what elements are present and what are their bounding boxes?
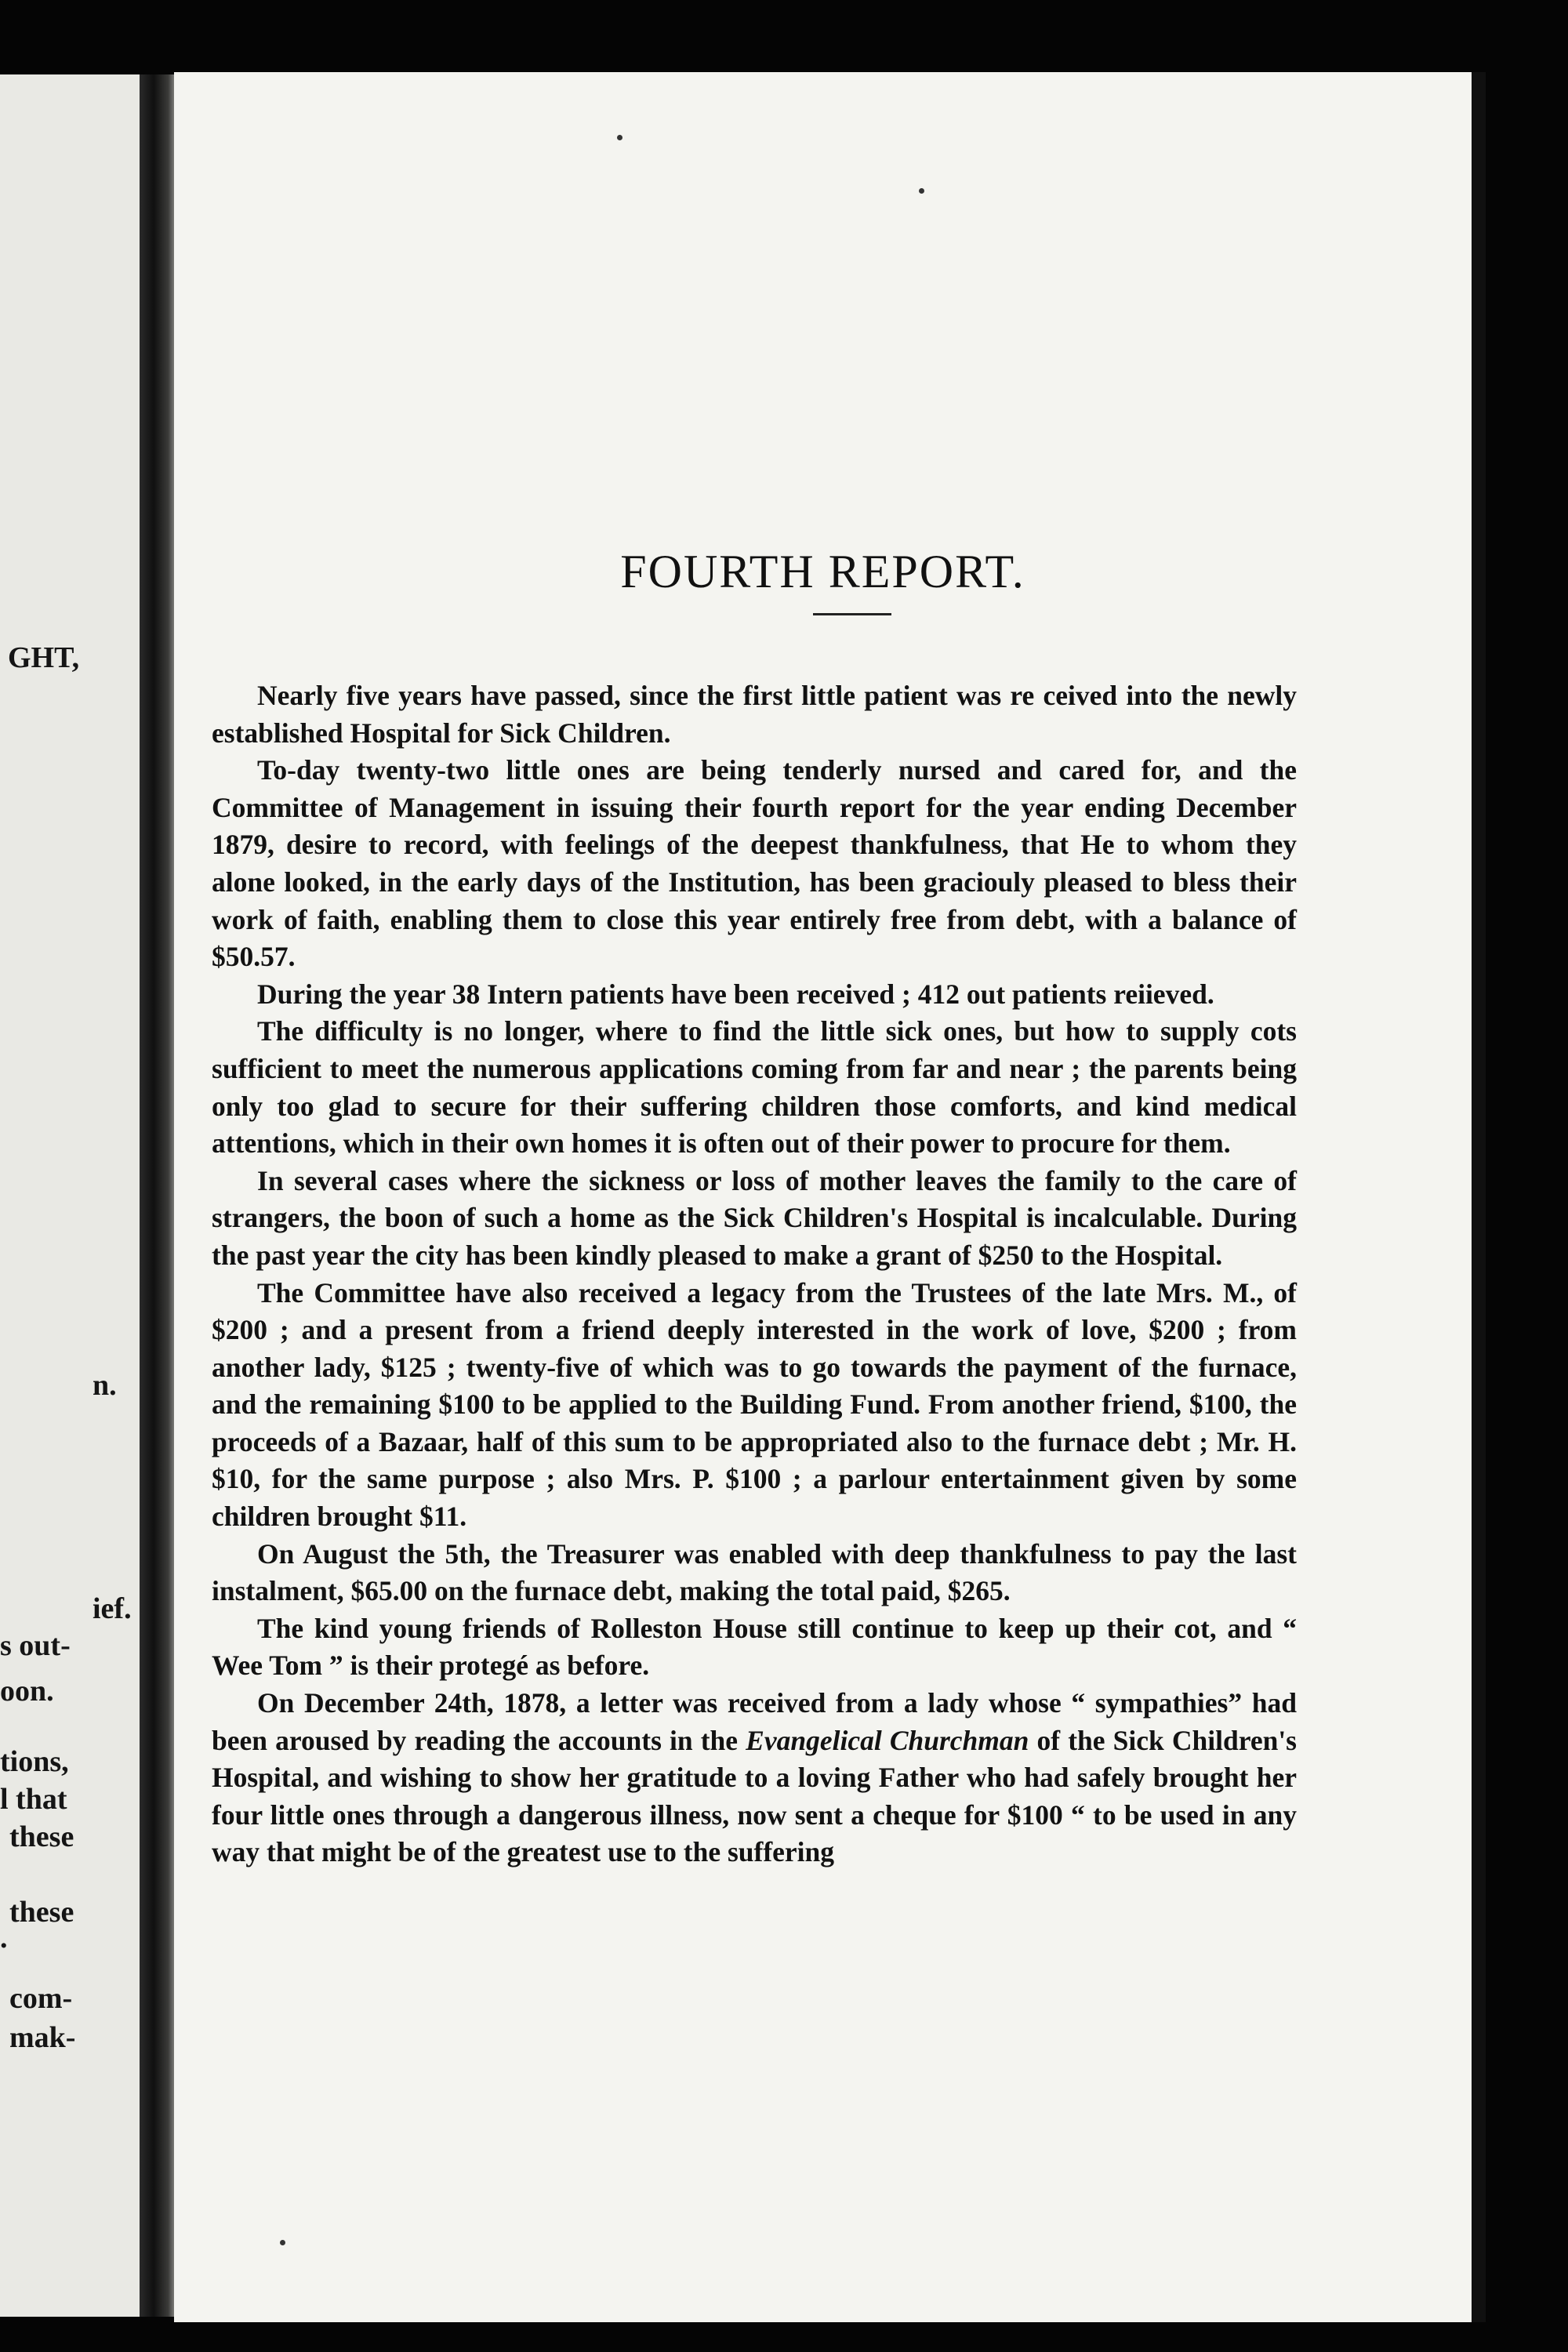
left-fragment: mak- [9, 2021, 76, 2054]
left-fragment: ief. [93, 1592, 132, 1625]
title-rule [813, 613, 891, 615]
left-fragment: s out- [0, 1629, 71, 1662]
paragraph [212, 1685, 1297, 1871]
paragraph: The difficulty is no longer, where to find the little sick ones, but how to supply cots sufficient to meet the numerous applications coming from far and near ; the parents being only too glad to secure for their suffering children those comforts, and kind medical attentions, which in their own homes it is often out of their power to procure for them. [212, 1015, 1297, 1160]
page-title: FOURTH REPORT. [620, 546, 1025, 598]
paragraph: Nearly five years have passed, since the first little patient was re ceived into the newly established Hospital for Sick Children. [212, 680, 1297, 749]
left-fragment: GHT, [8, 641, 80, 674]
print-speck [280, 2240, 285, 2245]
paragraph: During the year 38 Intern patients have been received ; 412 out patients reiieved. [257, 978, 1214, 1010]
left-fragment: . [0, 1922, 8, 1955]
paragraph-text: On December 24th, 1878, a letter was received from a lady whose “ sympathies” had been aroused by reading the accounts in the [212, 1687, 1297, 1756]
paragraph: On August the 5th, the Treasurer was enabled with deep thankfulness to pay the last instalment, $65.00 on the furnace debt, making the total paid, $265. [212, 1537, 1297, 1607]
paragraph: The kind young friends of Rolleston House still continue to keep up their cot, and “ Wee Tom ” is their protegé as before. [212, 1612, 1297, 1682]
paragraph: The Committee have also received a legacy from the Trustees of the late Mrs. M., of $200 ; and a present from a friend deeply interested in the work of love, $200 ; from another lady, $125 ; twenty-five of which was to go towards the payment of the furnace, and the remaining $100 to be applied to the Building Fund. From another friend, $100, the proceeds of a Bazaar, half of this sum to be appropriated also to the furnace debt ; Mr. H. $10, for the same purpose ; also Mrs. P. $100 ; a parlour entertainment given by some children brought $11. [212, 1276, 1297, 1533]
left-fragment: these [9, 1820, 74, 1853]
left-facing-page [0, 74, 141, 2317]
print-speck [919, 188, 924, 194]
left-fragment: these [9, 1896, 74, 1929]
left-fragment: oon. [0, 1675, 54, 1708]
paragraph-text: of the Sick Children's Hospital, and wishing to show her gratitude to a loving Father who had safely brought her four little ones through a dangerous illness, now sent a cheque for $100 “ to be used in any way that might be of the greatest use to the suffering [212, 1724, 1297, 1868]
paragraph: In several cases where the sickness or loss of mother leaves the family to the care of strangers, the boon of such a home as the Sick Children's Hospital is incalculable. During the past year the city has been kindly pleased to make a grant of $250 to the Hospital. [212, 1164, 1297, 1271]
left-fragment: tions, [0, 1745, 69, 1778]
left-fragment: n. [93, 1369, 117, 1402]
left-fragment: com- [9, 1982, 73, 2015]
publication-name: Evangelical Churchman [746, 1724, 1029, 1756]
left-fragment: l that [0, 1783, 67, 1816]
print-speck [617, 135, 622, 140]
report-body [212, 677, 1297, 1871]
paragraph: To-day twenty-two little ones are being tenderly nursed and cared for, and the Committee of Management in issuing their fourth report for the year ending December 1879, desire to record, with feelings of the deepest thankfulness, that He to whom they alone looked, in the early days of the Institution, has been graciouly pleased to bless their work of faith, enabling them to close this year entirely free from debt, with a balance of $50.57. [212, 754, 1297, 973]
document-page [174, 72, 1472, 2322]
